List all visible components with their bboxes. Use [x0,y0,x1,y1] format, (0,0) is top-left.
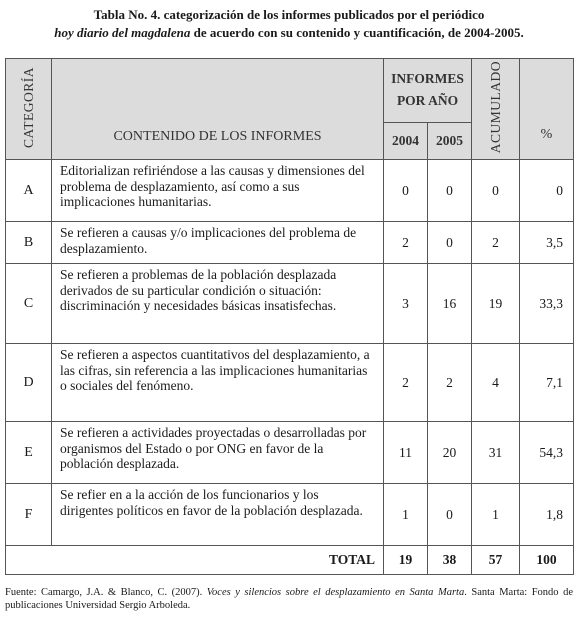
caption-line-2-rest: de acuerdo con su contenido y cuantificación, de 2004-2005. [190,25,524,40]
header-year-2004: 2004 [384,122,428,159]
table-row [6,422,574,484]
header-informes-por-ano: INFORMES POR AÑO [384,59,472,123]
total-acumulado: 57 [472,546,520,575]
row-2004: 2 [384,222,428,264]
row-2004: 3 [384,264,428,344]
source-book-title: Voces y silencios sobre el desplazamiento en Santa Marta [206,587,465,598]
source-note [5,586,573,612]
row-acumulado: 1 [472,484,520,546]
row-category: B [6,222,52,264]
row-description: Se refieren a causas y/o implicaciones del problema de desplazamiento. [52,222,384,264]
row-description: Se refieren a problemas de la población desplazada derivados de su particular condición o situación: discriminación y necesidades básicas insatisfechas. [52,264,384,344]
row-2004: 11 [384,422,428,484]
row-pct: 7,1 [520,344,574,422]
caption-line-2 [0,24,578,42]
total-2004: 19 [384,546,428,575]
total-2005: 38 [428,546,472,575]
row-2004: 1 [384,484,428,546]
row-category: C [6,264,52,344]
row-description: Se refieren a aspectos cuantitativos del desplazamiento, a las cifras, sin referencia a las implicaciones humanitarias o sociales del fenómeno. [52,344,384,422]
row-category: D [6,344,52,422]
source-prefix: Fuente: Camargo, J.A. & Blanco, C. (2007). [5,587,207,598]
row-2005: 20 [428,422,472,484]
header-year-2005: 2005 [428,122,472,159]
row-pct: 33,3 [520,264,574,344]
table-row [6,160,574,222]
header-contenido: CONTENIDO DE LOS INFORMES [52,59,384,160]
total-pct: 100 [520,546,574,575]
row-acumulado: 31 [472,422,520,484]
row-2005: 16 [428,264,472,344]
header-row-1 [6,59,574,123]
row-description: Se refieren a actividades proyectadas o desarrolladas por organismos del Estado o por ONG en favor de la población desplazada. [52,422,384,484]
row-category: A [6,160,52,222]
header-pct: % [520,59,574,160]
reports-table [5,58,574,575]
row-description: Se refier en a la acción de los funcionarios y los dirigentes políticos en favor de la población desplazada. [52,484,384,546]
row-description: Editorializan refiriéndose a las causas y dimensiones del problema de desplazamiento, así como a sus implicaciones humanitarias. [52,160,384,222]
row-2005: 0 [428,484,472,546]
row-acumulado: 4 [472,344,520,422]
row-2004: 0 [384,160,428,222]
header-categoria: CATEGORÍA [6,59,52,160]
newspaper-name: hoy diario del magdalena [54,25,191,40]
table-caption [0,6,578,42]
row-2004: 2 [384,344,428,422]
table-row [6,484,574,546]
table-row [6,222,574,264]
table-row [6,264,574,344]
row-category: E [6,422,52,484]
table-row [6,344,574,422]
row-acumulado: 2 [472,222,520,264]
row-2005: 2 [428,344,472,422]
row-pct: 54,3 [520,422,574,484]
row-2005: 0 [428,160,472,222]
row-pct: 1,8 [520,484,574,546]
row-category: F [6,484,52,546]
source-suffix: . Santa Marta: Fondo de publicaciones Universidad Sergio Arboleda. [5,587,573,611]
caption-line-1: Tabla No. 4. categorización de los informes publicados por el periódico [93,7,485,22]
row-acumulado: 0 [472,160,520,222]
header-acumulado: ACUMULADO [472,59,520,160]
row-pct: 0 [520,160,574,222]
row-pct: 3,5 [520,222,574,264]
row-acumulado: 19 [472,264,520,344]
row-2005: 0 [428,222,472,264]
total-label: TOTAL [6,546,384,575]
total-row [6,546,574,575]
